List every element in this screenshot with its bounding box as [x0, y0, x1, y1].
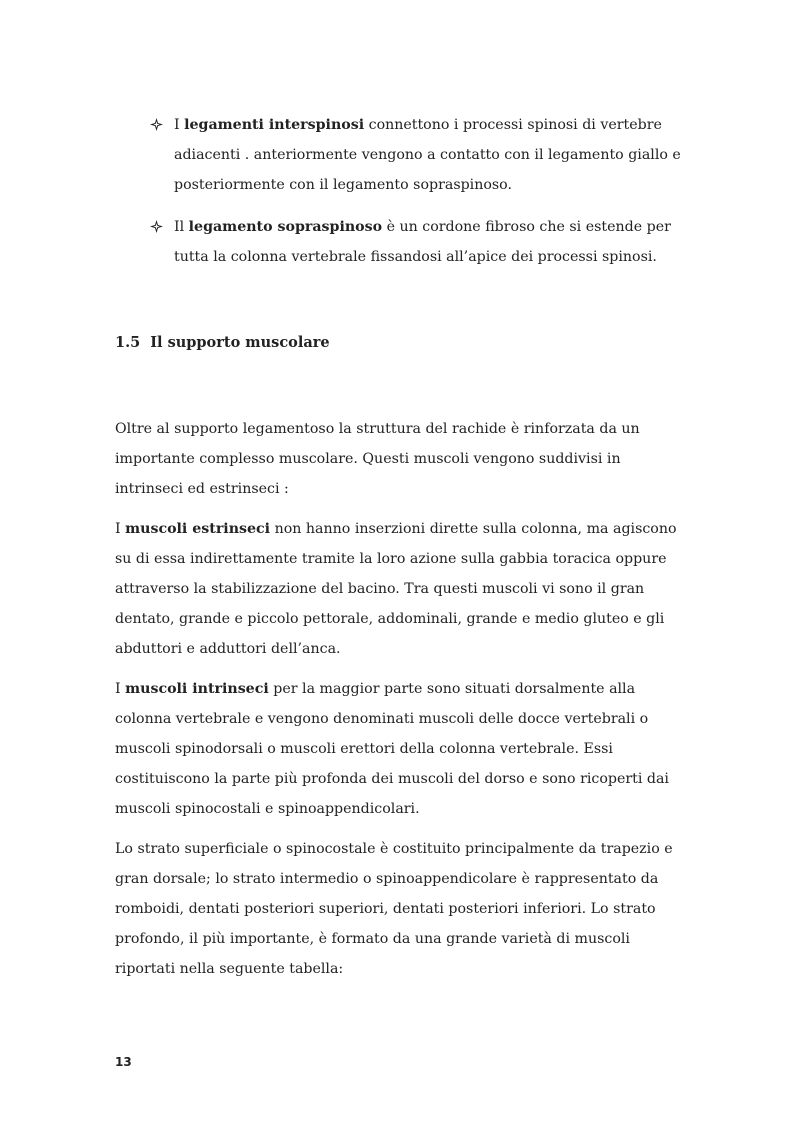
page-number: 13: [115, 1055, 132, 1069]
paragraph-text: Lo strato superficiale o spinocostale è costituito principalmente da trapezio e gran dorsale; lo strato intermedio o spinoappendicolare è rappresentato da romboidi, dentati posteriori superiori, dentati posteriori inferiori. Lo strato profondo, il più importante, è formato da una grande varietà di muscoli riportati nella seguente tabella:: [115, 841, 673, 977]
paragraph-text-before: I: [115, 521, 126, 537]
paragraph-intro: [115, 414, 685, 504]
bullet-bold-term: legamenti interspinosi: [184, 117, 365, 133]
paragraph-text: non hanno inserzioni dirette sulla colonna, ma agiscono su di essa indirettamente tramite la loro azione sulla gabbia toracica oppure attraverso la stabilizzazione del bacino. Tra questi muscoli vi sono il gran dentato, grande e piccolo pettorale, addominali, grande e medio gluteo e gli abduttori e adduttori dell’anca.: [115, 521, 677, 657]
paragraph-intrinsic: [115, 674, 685, 824]
bullet-text-before: Il: [174, 219, 189, 235]
bullet-item-interspinous: [150, 110, 690, 200]
paragraph-text: per la maggior parte sono situati dorsalmente alla colonna vertebrale e vengono denominati muscoli delle docce vertebrali o muscoli spinodorsali o muscoli erettori della colonna vertebrale. Essi costituiscono la parte più profonda dei muscoli del dorso e sono ricoperti dai muscoli spinocostali e spinoappendicolari.: [115, 681, 669, 817]
paragraph-bold-term: muscoli estrinseci: [125, 521, 271, 537]
bullet-text-after: è un cordone fibroso che si estende per tutta la colonna vertebrale fissandosi all’apice dei processi spinosi.: [174, 219, 671, 265]
body-text: [115, 414, 685, 994]
section-heading: [115, 330, 330, 356]
bullet-item-supraspinous: [150, 212, 690, 272]
paragraph-text: Oltre al supporto legamentoso la struttura del rachide è rinforzata da un importante complesso muscolare. Questi muscoli vengono suddivisi in intrinseci ed estrinseci :: [115, 421, 640, 497]
diamond-bullet-icon: [150, 220, 163, 233]
bullet-bold-term: legamento sopraspinoso: [188, 219, 383, 235]
bullet-text-after: connettono i processi spinosi di vertebre adiacenti . anteriormente vengono a contatto con il legamento giallo e posteriormente con il legamento sopraspinoso.: [174, 117, 681, 193]
section-number: 1.5: [115, 334, 141, 351]
section-title: Il supporto muscolare: [150, 334, 330, 351]
paragraph-extrinsic: [115, 514, 685, 664]
bullet-text-before: I: [174, 117, 185, 133]
paragraph-bold-term: muscoli intrinseci: [125, 681, 269, 697]
paragraph-layers: [115, 834, 685, 984]
paragraph-text-before: I: [115, 681, 126, 697]
ligament-bullet-list: [150, 110, 690, 284]
diamond-bullet-icon: [150, 118, 163, 131]
